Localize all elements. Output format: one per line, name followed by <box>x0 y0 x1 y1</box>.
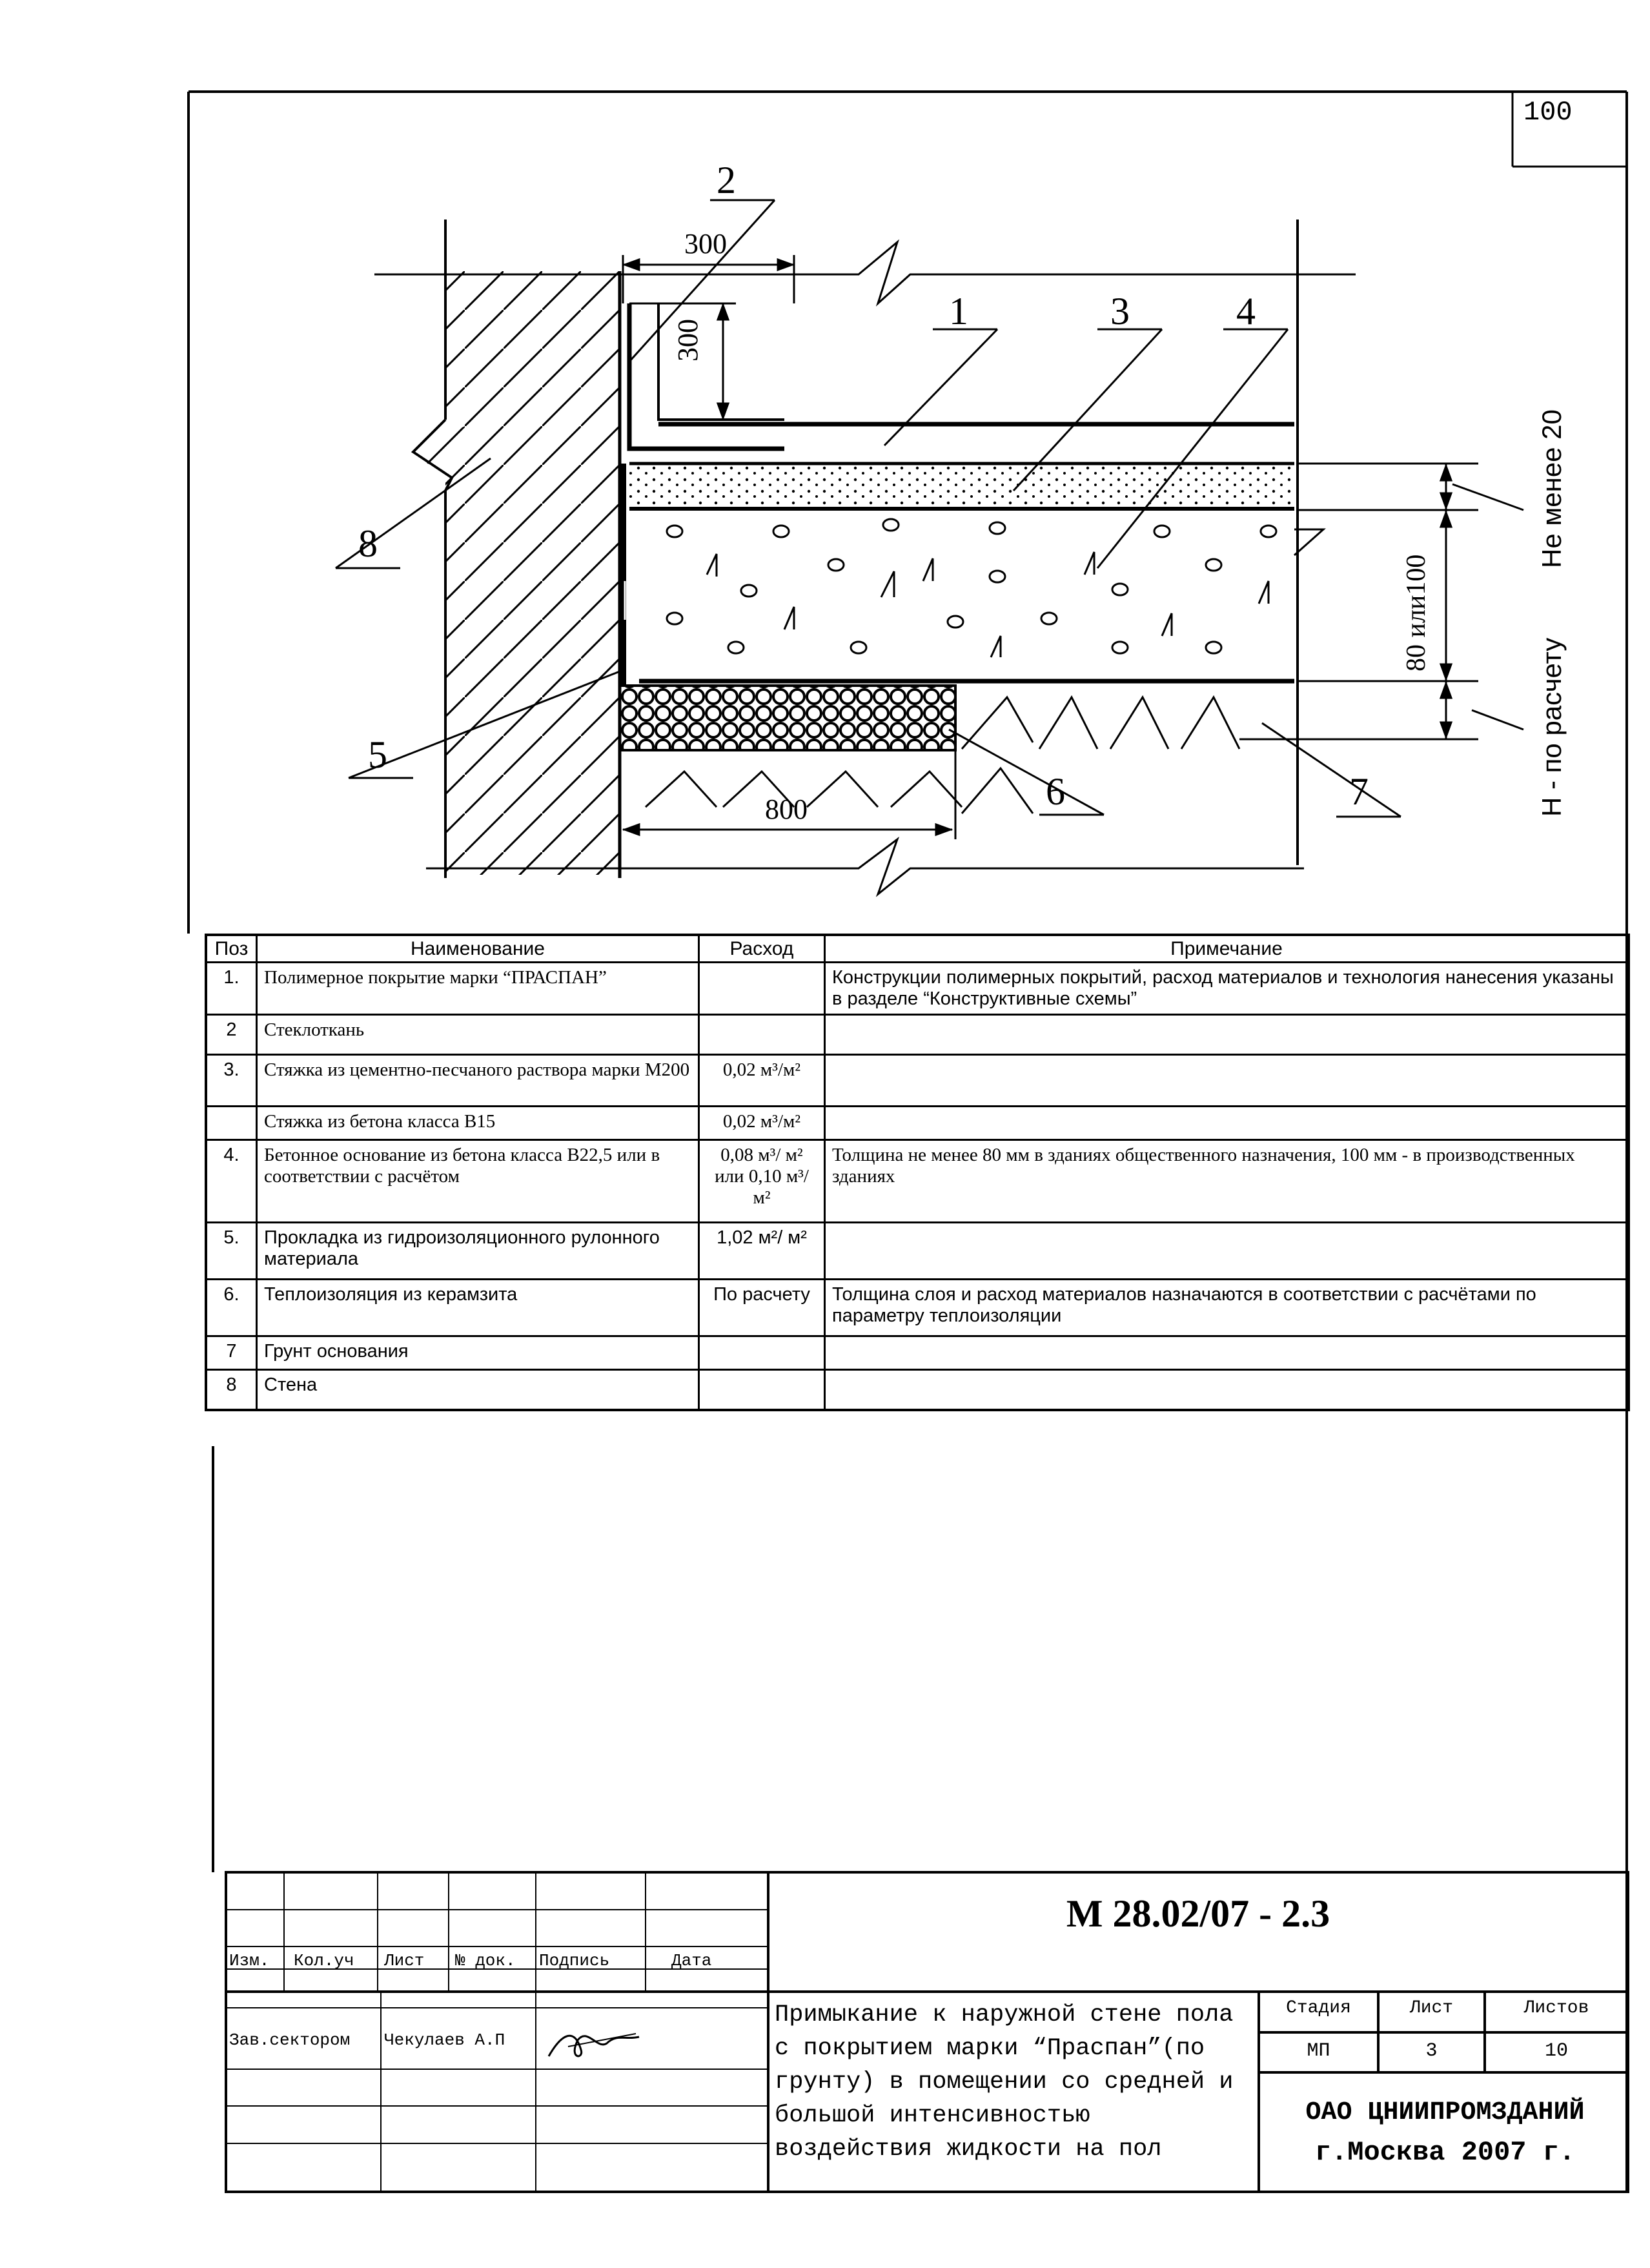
label-2: 2 <box>717 159 736 201</box>
sheet-label: Лист <box>1409 1998 1454 2018</box>
header-rate: Расход <box>699 935 825 963</box>
row-pos: 1. <box>206 963 257 1015</box>
row-pos: 2 <box>206 1015 257 1055</box>
row-name: Полимерное покрытие марки “ПРАСПАН” <box>257 963 699 1015</box>
person: Чекулаев А.П <box>384 2030 505 2050</box>
row-pos: 7 <box>206 1336 257 1370</box>
label-8: 8 <box>358 522 378 565</box>
row-pos: 8 <box>206 1370 257 1410</box>
sheets-value: 10 <box>1544 2040 1568 2062</box>
header-note: Примечание <box>825 935 1629 963</box>
document-code: М 28.02/07 - 2.3 <box>1066 1892 1330 1935</box>
signature <box>549 2036 639 2056</box>
row-rate: По расчету <box>699 1280 825 1336</box>
col-doc: № док. <box>455 1951 516 1970</box>
header-name: Наименование <box>257 935 699 963</box>
dim-base-thickness: 80 или100 <box>1401 554 1431 671</box>
label-4: 4 <box>1236 290 1256 332</box>
label-6: 6 <box>1046 770 1065 813</box>
row-name: Стена <box>257 1370 699 1410</box>
stage-label: Стадия <box>1286 1998 1351 2018</box>
role: Зав.сектором <box>229 2030 351 2050</box>
row-pos: 6. <box>206 1280 257 1336</box>
row-pos: 4. <box>206 1140 257 1223</box>
col-izm: Изм. <box>229 1951 270 1970</box>
row-name: Стяжка из бетона класса В15 <box>257 1107 699 1140</box>
row-name: Стяжка из цементно-песчаного раствора марки М200 <box>257 1055 699 1107</box>
sheet-value: 3 <box>1425 2040 1438 2062</box>
dim-top-height: 300 <box>672 319 704 362</box>
label-7: 7 <box>1349 770 1369 813</box>
label-1: 1 <box>949 290 968 332</box>
row-rate: 1,02 м²/ м² <box>699 1223 825 1280</box>
dim-h-calc: Н - по расчету <box>1536 637 1567 817</box>
row-pos: 3. <box>206 1055 257 1107</box>
organization: ОАО ЦНИИПРОМЗДАНИЙ <box>1305 2098 1585 2127</box>
col-kolich: Кол.уч <box>294 1951 354 1970</box>
row-note: Конструкции полимерных покрытий, расход материалов и технология нанесения указаны в разделе “Конструктивные схемы” <box>825 963 1629 1015</box>
col-signature: Подпись <box>539 1951 610 1970</box>
row-name: Прокладка из гидроизоляционного рулонного материала <box>257 1223 699 1280</box>
header-pos: Поз <box>206 935 257 963</box>
label-3: 3 <box>1110 290 1130 332</box>
dim-bottom-width: 800 <box>765 793 808 825</box>
row-note: Толщина слоя и расход материалов назначаются в соответствии с расчётами по параметру теплоизоляции <box>825 1280 1629 1336</box>
label-5: 5 <box>368 733 387 776</box>
row-name: Теплоизоляция из керамзита <box>257 1280 699 1336</box>
row-name: Стеклоткань <box>257 1015 699 1055</box>
row-rate: 0,02 м³/м² <box>699 1107 825 1140</box>
city-year: г.Москва 2007 г. <box>1314 2137 1576 2168</box>
row-pos: 5. <box>206 1223 257 1280</box>
dim-min-20: Не менее 20 <box>1536 409 1567 568</box>
col-list: Лист <box>384 1951 425 1970</box>
sheet-description: Примыкание к наружной стене пола с покрытием марки “Праспан”(по грунту) в помещении со средней и большой интенсивностью воздействия жидкости на пол <box>775 2001 1234 2163</box>
stage-value: МП <box>1307 2040 1330 2062</box>
row-rate: 0,08 м³/ м² или 0,10 м³/ м² <box>699 1140 825 1223</box>
sheets-label: Листов <box>1523 1998 1589 2018</box>
dim-top-width: 300 <box>684 228 727 260</box>
row-note: Толщина не менее 80 мм в зданиях общественного назначения, 100 мм - в производственных зданиях <box>825 1140 1629 1223</box>
row-rate: 0,02 м³/м² <box>699 1055 825 1107</box>
sheet-number: 100 <box>1523 97 1573 128</box>
col-date: Дата <box>671 1951 712 1970</box>
row-name: Бетонное основание из бетона класса В22,5 или в соответствии с расчётом <box>257 1140 699 1223</box>
row-name: Грунт основания <box>257 1336 699 1370</box>
